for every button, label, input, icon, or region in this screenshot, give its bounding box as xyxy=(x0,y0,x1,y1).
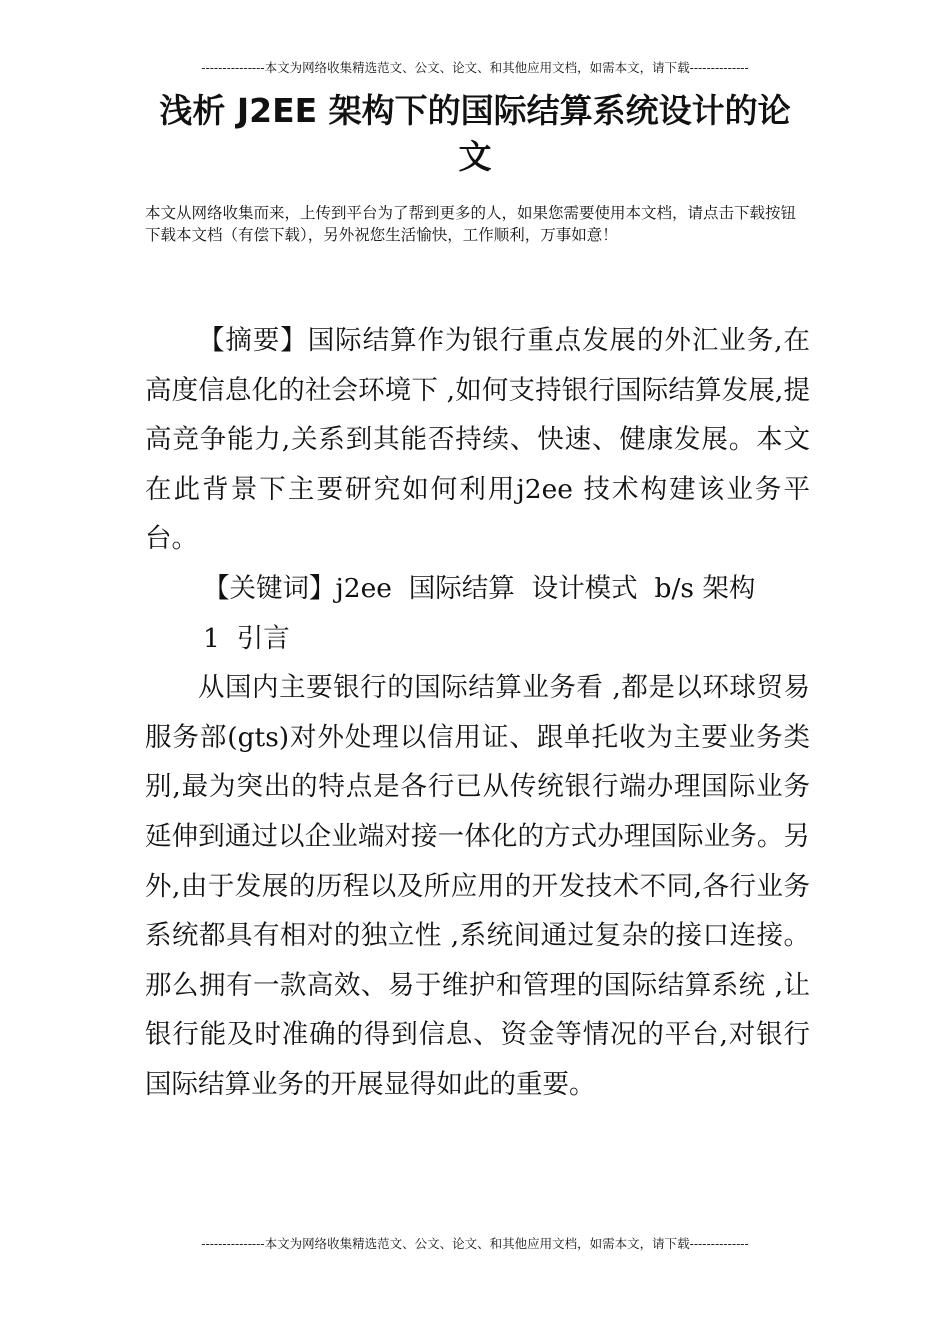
header-banner: ---------------本文为网络收集精选范文、公文、论文、和其他应用文档，如需本文，请下载-------------- xyxy=(201,60,749,75)
document-body xyxy=(145,316,810,1110)
section-heading: 1 引言 xyxy=(203,622,290,654)
abstract-paragraph: 【摘要】国际结算作为银行重点发展的外汇业务,在高度信息化的社会环境下 ,如何支持银行国际结算发展,提高竞争能力,关系到其能否持续、快速、健康发展。本文在此背景下主要研究如何利用j2ee 技术构建该业务平台。 xyxy=(145,325,810,555)
keywords-line: 【关键词】j2ee 国际结算 设计模式 b/s 架构 xyxy=(203,572,756,604)
download-notice: 本文从网络收集而来，上传到平台为了帮到更多的人，如果您需要使用本文档，请点击下载按钮下载本文档（有偿下载），另外祝您生活愉快，工作顺利，万事如意！ xyxy=(145,204,797,244)
footer-banner: ---------------本文为网络收集精选范文、公文、论文、和其他应用文档，如需本文，请下载-------------- xyxy=(201,1236,749,1251)
body-paragraph: 从国内主要银行的国际结算业务看 ,都是以环球贸易服务部(gts)对外处理以信用证、跟单托收为主要业务类别,最为突出的特点是各行已从传统银行端办理国际业务延伸到通过以企业端对接一体化的方式办理国际业务。另外,由于发展的历程以及所应用的开发技术不同,各行业务系统都具有相对的独立性 ,系统间通过复杂的接口连接。那么拥有一款高效、易于维护和管理的国际结算系统 ,让银行能及时准确的得到信息、资金等情况的平台,对银行国际结算业务的开展显得如此的重要。 xyxy=(145,672,810,1100)
document-title: 浅析 J2EE 架构下的国际结算系统设计的论文 xyxy=(159,91,791,176)
